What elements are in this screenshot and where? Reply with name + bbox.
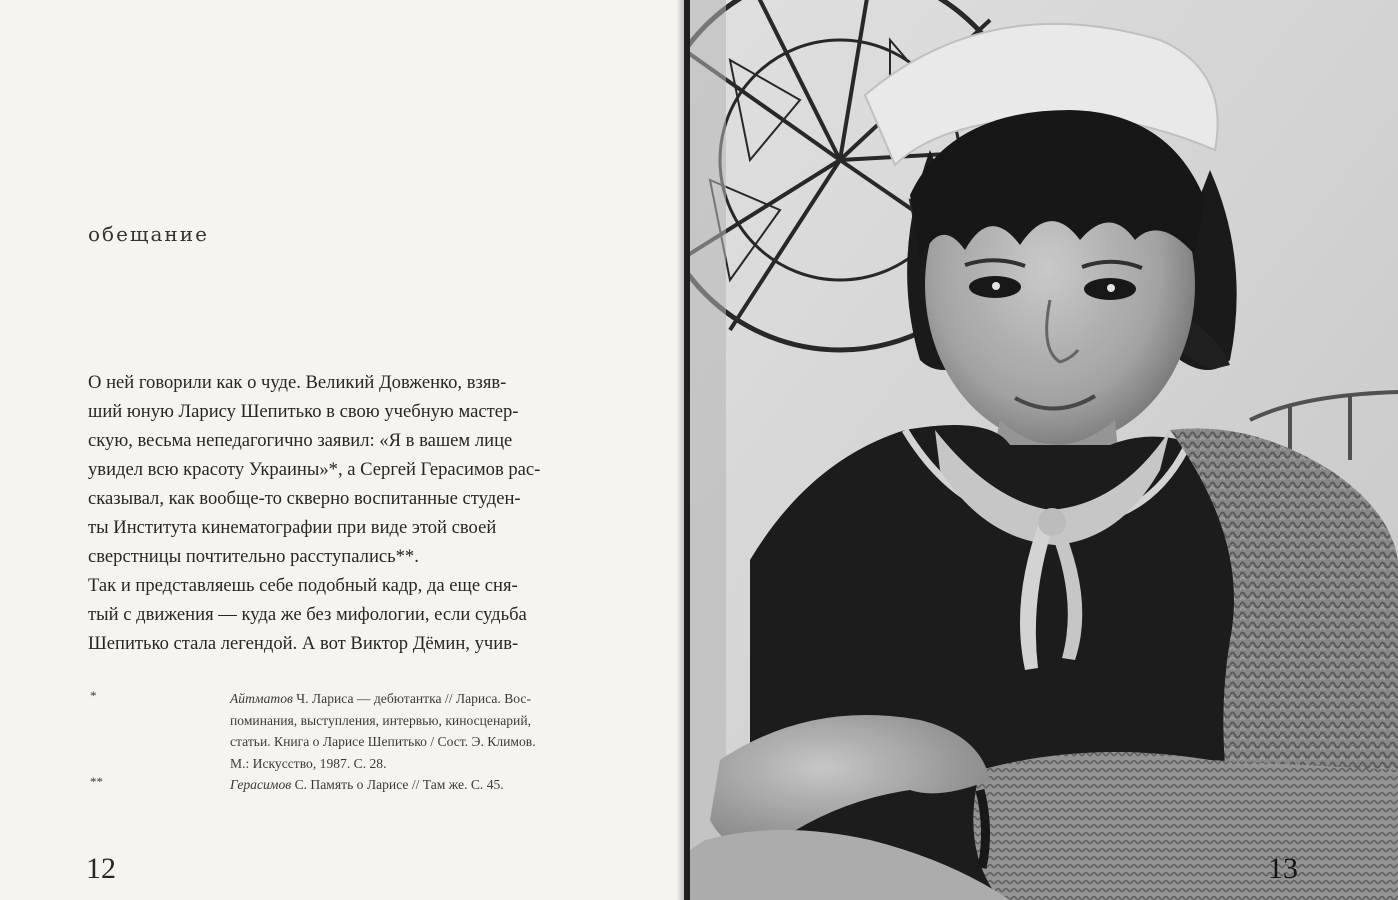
footnote-line-text: С. Память о Ларисе // Там же. С. 45. [291,777,504,792]
footnote-author: Герасимов [230,777,292,792]
footnote [230,688,610,774]
footnote-line [230,688,610,710]
body-line: Так и представляешь себе подобный кадр, да еще сня- [88,575,518,596]
footnote-author: Айтматов [230,691,293,706]
body-line: сказывал, как вообще-то скверно воспитанные студен- [88,488,521,509]
footnote [230,774,610,796]
body-text [88,368,588,658]
footnote-mark: ** [90,774,103,789]
footnote-line [230,774,610,796]
left-page [0,0,684,900]
body-line: ший юную Ларису Шепитько в свою учебную мастер- [88,401,519,422]
body-line: сверстницы почтительно расступались**. [88,546,419,567]
footnote-line: М.: Искусство, 1987. С. 28. [230,755,387,771]
body-line: Шепитько стала легендой. А вот Виктор Дёмин, учив- [88,633,519,654]
footnote-line: статьи. Книга о Ларисе Шепитько / Сост. Э. Климов. [230,734,536,749]
footnote-line: поминания, выступления, интервью, киносценарий, [230,712,532,728]
body-line: скую, весьма непедагогично заявил: «Я в вашем лице [88,430,513,451]
section-title: обещание [88,222,209,246]
portrait-photo [690,0,1398,900]
page-number-right: 13 [1268,852,1298,885]
right-page [690,0,1398,900]
body-line: увидел всю красоту Украины»*, а Сергей Герасимов рас- [88,459,541,480]
footnote-line-text: Ч. Лариса — дебютантка // Лариса. Вос- [292,691,531,706]
body-line: ты Института кинематографии при виде этой своей [88,517,497,538]
body-line: О ней говорили как о чуде. Великий Довженко, взяв- [88,372,507,393]
footnote-mark: * [90,688,97,703]
page-number-left: 12 [86,852,116,885]
body-line: тый с движения — куда же без мифологии, если судьба [88,604,527,625]
